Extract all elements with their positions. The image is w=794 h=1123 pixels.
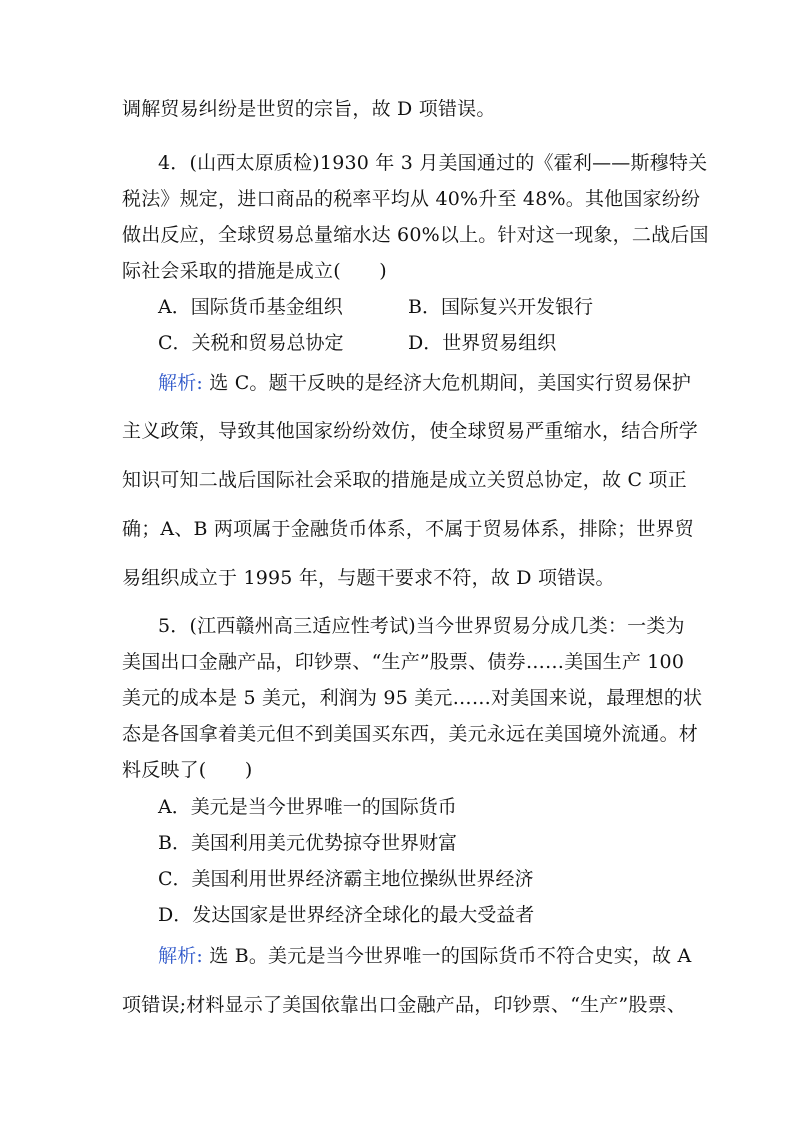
question-5-stem-line: 美元的成本是 5 美元，利润为 95 美元……对美国来说，最理想的状	[122, 687, 703, 709]
question-4-stem-line: 际社会采取的措施是成立( )	[122, 260, 387, 282]
question-4-stem-line: 税法》规定，进口商品的税率平均从 40%升至 48%。其他国家纷纷	[122, 188, 701, 210]
question-4-option-c: C．关税和贸易总协定	[158, 332, 344, 354]
question-4-option-d: D．世界贸易组织	[408, 332, 557, 354]
question-5-option-a: A．美元是当今世界唯一的国际货币	[158, 796, 457, 818]
analysis-label: 解析:	[158, 945, 204, 967]
analysis-label: 解析:	[158, 372, 204, 394]
question-5-option-b: B．美国利用美元优势掠夺世界财富	[158, 832, 457, 854]
question-4-stem-line: 做出反应，全球贸易总量缩水达 60%以上。针对这一现象，二战后国	[122, 224, 709, 246]
question-4-analysis-line: 知识可知二战后国际社会采取的措施是成立关贸总协定，故 C 项正	[122, 469, 687, 491]
analysis-text: 选 B。美元是当今世界唯一的国际货币不符合史实，故 A	[203, 945, 692, 967]
question-5-analysis-line: 项错误;材料显示了美国依靠出口金融产品，印钞票、“生产”股票、	[122, 994, 687, 1016]
question-5-stem-line: 5．(江西赣州高三适应性考试)当今世界贸易分成几类：一类为	[158, 615, 685, 637]
question-5-analysis-line	[158, 944, 691, 968]
question-5-option-c: C．美国利用世界经济霸主地位操纵世界经济	[158, 868, 534, 890]
question-4-option-b: B．国际复兴开发银行	[408, 296, 593, 318]
question-4-analysis-line: 主义政策，导致其他国家纷纷效仿，使全球贸易严重缩水，结合所学	[122, 420, 699, 442]
question-5-stem-line: 态是各国拿着美元但不到美国买东西，美元永远在美国境外流通。材	[122, 723, 699, 745]
question-4-analysis-line: 易组织成立于 1995 年，与题干要求不符，故 D 项错误。	[122, 567, 615, 589]
analysis-text: 选 C。题干反映的是经济大危机期间，美国实行贸易保护	[203, 372, 692, 394]
question-4-stem-line: 4．(山西太原质检)1930 年 3 月美国通过的《霍利——斯穆特关	[158, 152, 708, 174]
question-5-stem-line: 料反映了( )	[122, 759, 253, 781]
question-4-option-a: A．国际货币基金组织	[158, 296, 343, 318]
question-5-option-d: D．发达国家是世界经济全球化的最大受益者	[158, 904, 535, 926]
question-4-analysis-line	[158, 371, 691, 395]
question-4-analysis-line: 确；A、B 两项属于金融货币体系，不属于贸易体系，排除；世界贸	[122, 518, 694, 540]
text-line: 调解贸易纠纷是世贸的宗旨，故 D 项错误。	[122, 98, 496, 120]
question-5-stem-line: 美国出口金融产品，印钞票、“生产”股票、债券……美国生产 100	[122, 651, 685, 673]
